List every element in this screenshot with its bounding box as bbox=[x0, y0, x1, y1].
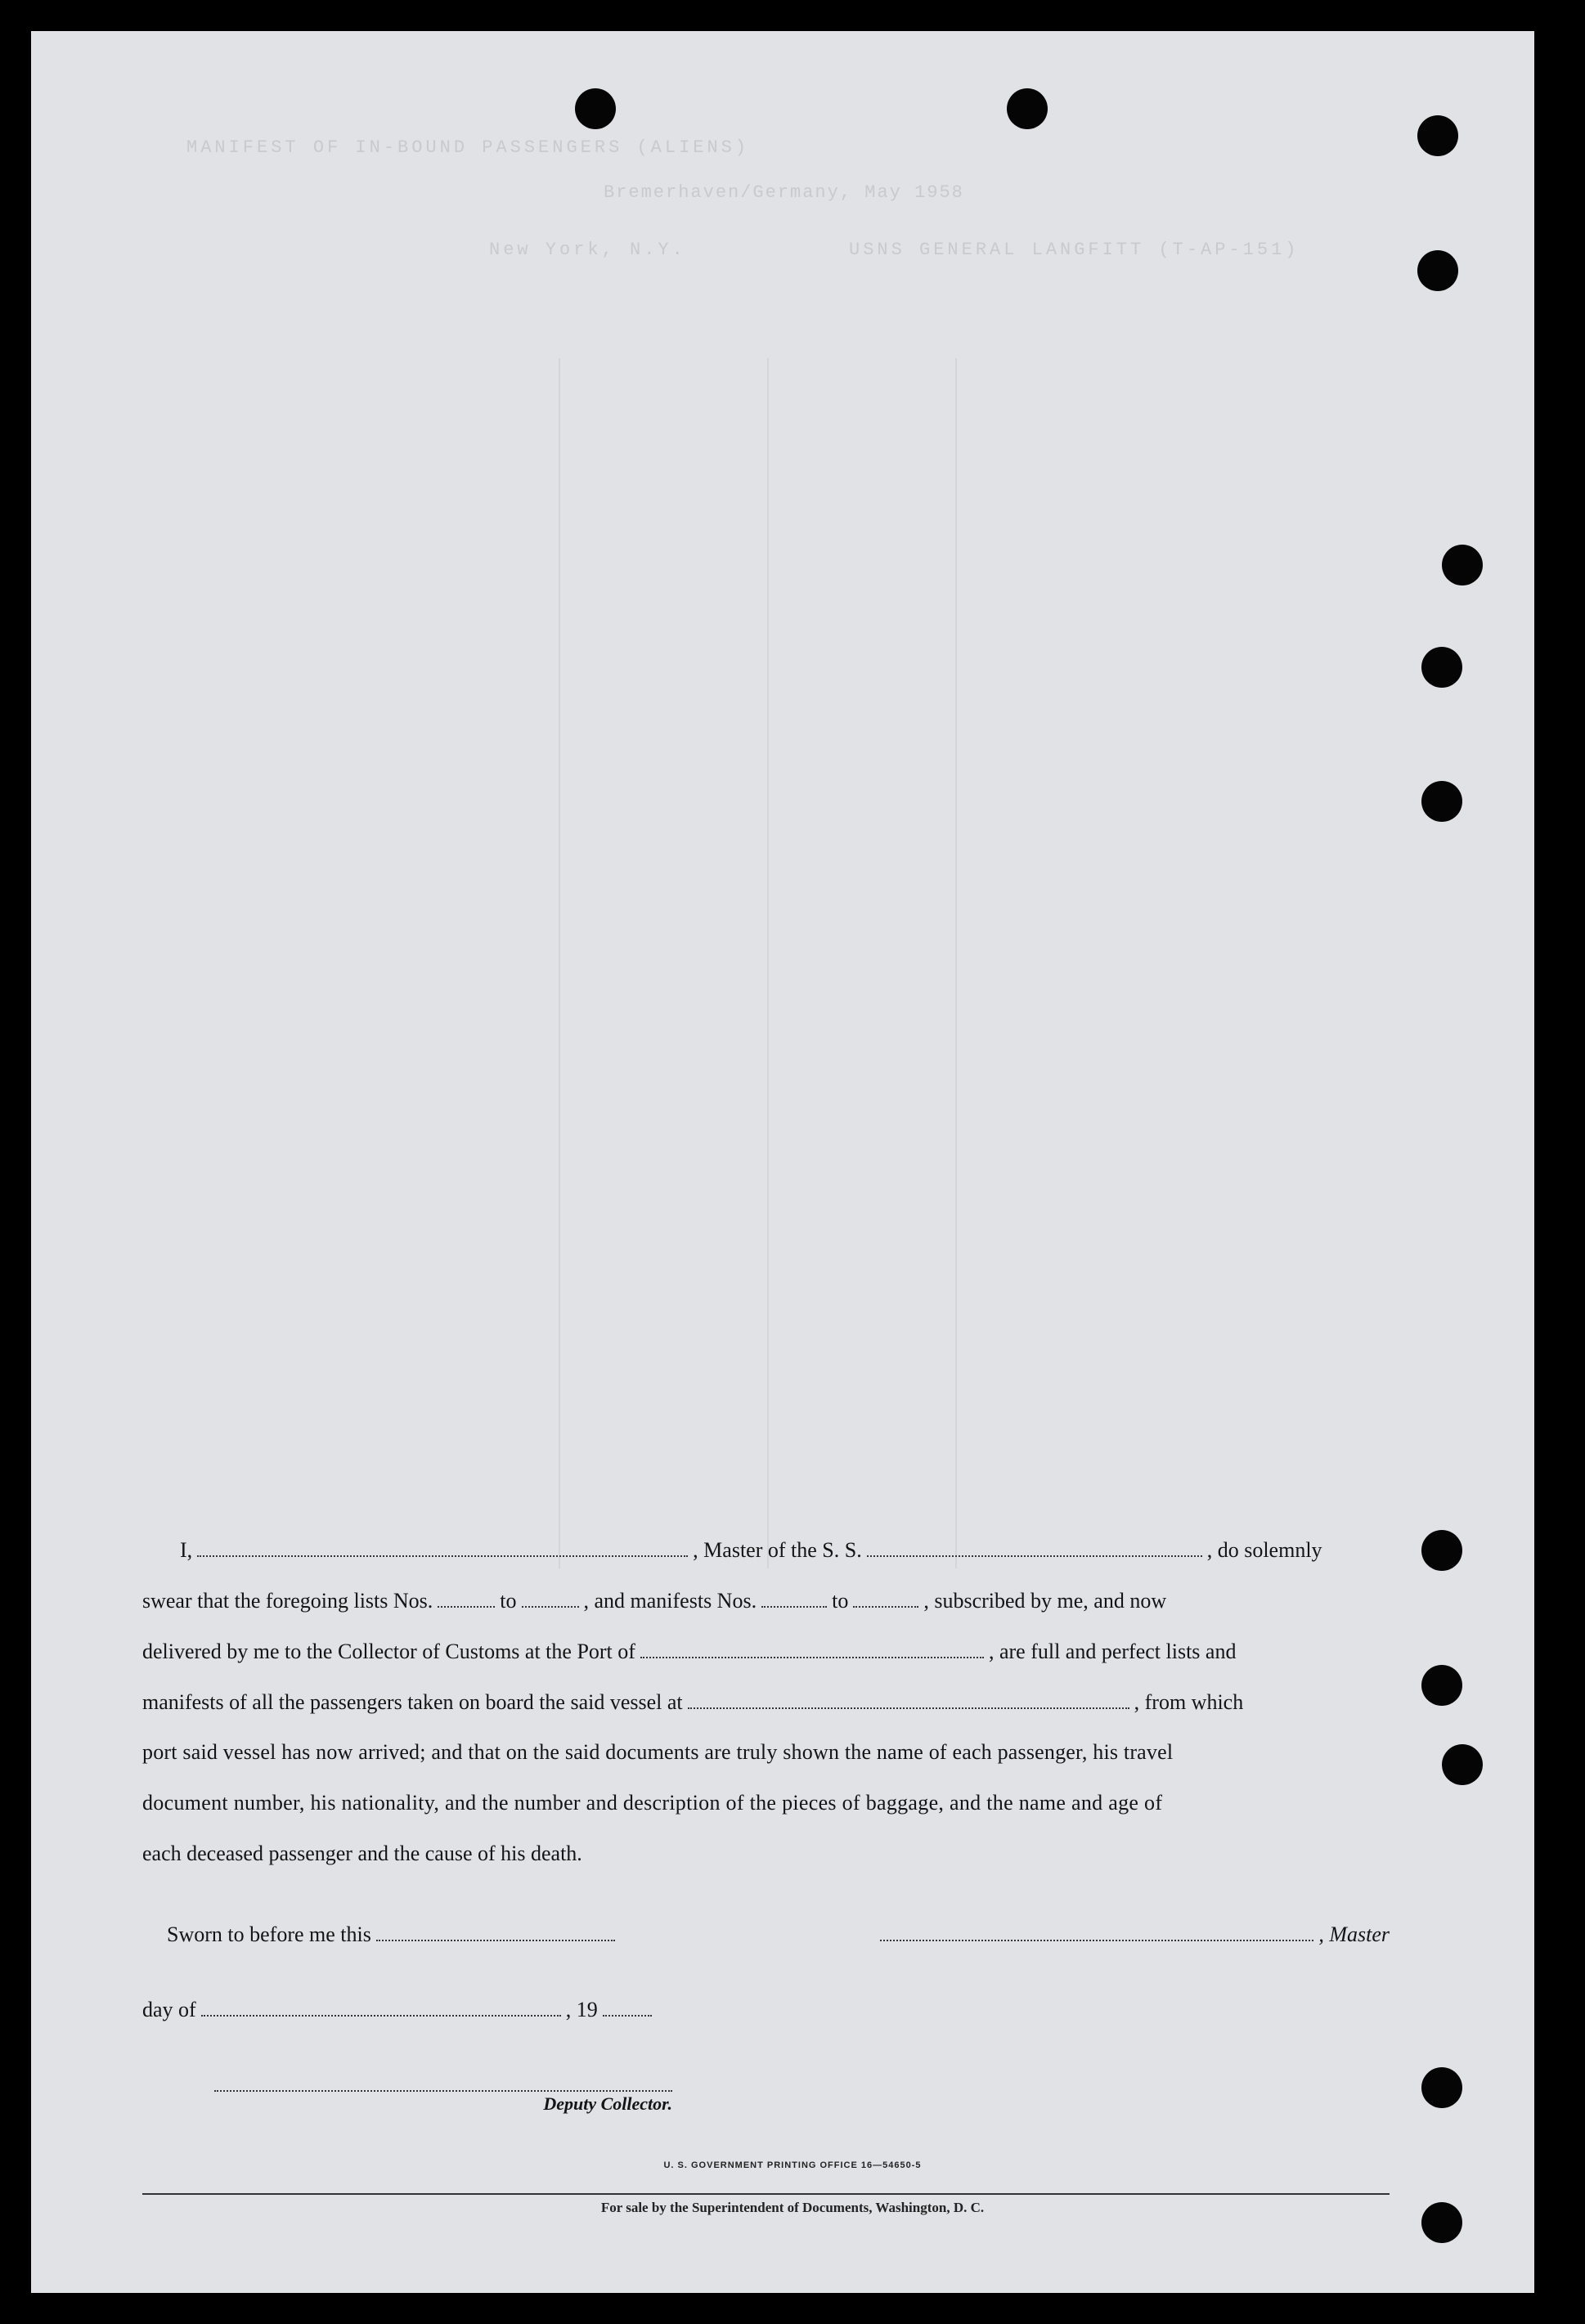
deputy-collector-signature-line[interactable] bbox=[214, 2090, 672, 2092]
sworn-day-field[interactable] bbox=[376, 1922, 615, 1941]
cert-text: , Master bbox=[1318, 1922, 1390, 1946]
cert-text: , and manifests Nos. bbox=[583, 1589, 757, 1613]
ghost-header: Bremerhaven/Germany, May 1958 bbox=[604, 182, 964, 203]
cert-text: to bbox=[500, 1589, 517, 1613]
sworn-line bbox=[142, 1997, 1390, 2048]
cert-text: document number, his nationality, and the number and description of the pieces of baggage, and the name and age of bbox=[142, 1791, 1163, 1815]
master-signature-field[interactable] bbox=[880, 1922, 1313, 1941]
ghost-header: New York, N.Y. bbox=[489, 240, 686, 260]
ship-name-field[interactable] bbox=[867, 1537, 1202, 1557]
certification-line bbox=[142, 1689, 1390, 1740]
sale-notice: For sale by the Superintendent of Documents, Washington, D. C. bbox=[600, 2200, 985, 2215]
punch-hole bbox=[1421, 1665, 1462, 1706]
cert-text: manifests of all the passengers taken on board the said vessel at bbox=[142, 1690, 683, 1714]
punch-hole bbox=[1417, 115, 1458, 156]
ghost-column-rule bbox=[559, 358, 560, 1568]
cert-text: to bbox=[832, 1589, 849, 1613]
punch-hole bbox=[1421, 2067, 1462, 2108]
ghost-column-rule bbox=[955, 358, 957, 1568]
ghost-column-rule bbox=[767, 358, 769, 1568]
cert-text: , from which bbox=[1134, 1690, 1244, 1714]
deputy-collector-label: Deputy Collector. bbox=[543, 2093, 672, 2114]
cert-text: , Master of the S. S. bbox=[693, 1538, 862, 1562]
cert-text: port said vessel has now arrived; and that on the said documents are truly shown the name of each passenger, his travel bbox=[142, 1740, 1174, 1764]
sworn-year-field[interactable] bbox=[603, 1997, 652, 2017]
punch-hole bbox=[1007, 88, 1048, 129]
punch-hole bbox=[1442, 545, 1483, 585]
certification-line bbox=[142, 1740, 1390, 1791]
punch-hole bbox=[1421, 647, 1462, 688]
master-certification bbox=[142, 1537, 1390, 1892]
cert-text: , 19 bbox=[565, 1998, 598, 2021]
cert-text: , subscribed by me, and now bbox=[923, 1589, 1167, 1613]
certification-line bbox=[142, 1588, 1390, 1639]
cert-text: , do solemnly bbox=[1206, 1538, 1322, 1562]
manifests-from-field[interactable] bbox=[761, 1588, 827, 1608]
master-name-field[interactable] bbox=[197, 1537, 688, 1557]
cert-text: , are full and perfect lists and bbox=[988, 1640, 1237, 1663]
cert-text: delivered by me to the Collector of Customs at the Port of bbox=[142, 1640, 635, 1663]
cert-text: Sworn to before me this bbox=[167, 1922, 371, 1946]
certification-line bbox=[142, 1791, 1390, 1842]
cert-text: each deceased passenger and the cause of his death. bbox=[142, 1842, 582, 1865]
punch-hole bbox=[1421, 781, 1462, 822]
port-field[interactable] bbox=[640, 1639, 984, 1658]
certification-line bbox=[142, 1537, 1390, 1588]
lists-from-field[interactable] bbox=[438, 1588, 495, 1608]
cert-text: day of bbox=[142, 1998, 196, 2021]
punch-hole bbox=[1442, 1744, 1483, 1785]
ghost-header: MANIFEST OF IN-BOUND PASSENGERS (ALIENS) bbox=[186, 137, 750, 158]
lists-to-field[interactable] bbox=[522, 1588, 579, 1608]
manifests-to-field[interactable] bbox=[853, 1588, 918, 1608]
embarkation-port-field[interactable] bbox=[688, 1689, 1129, 1709]
sworn-line bbox=[142, 1922, 1390, 1997]
certification-line bbox=[142, 1639, 1390, 1689]
sworn-statement bbox=[142, 1922, 1390, 2048]
punch-hole bbox=[575, 88, 616, 129]
certification-line bbox=[142, 1842, 1390, 1892]
sworn-month-field[interactable] bbox=[201, 1997, 561, 2017]
cert-text: I, bbox=[180, 1538, 193, 1562]
punch-hole bbox=[1421, 1530, 1462, 1571]
punch-hole bbox=[1417, 250, 1458, 291]
footer-rule bbox=[142, 2193, 1390, 2195]
ghost-header: USNS GENERAL LANGFITT (T-AP-151) bbox=[849, 240, 1300, 260]
printer-imprint: U. S. GOVERNMENT PRINTING OFFICE 16—54650-5 bbox=[663, 2160, 922, 2170]
cert-text: swear that the foregoing lists Nos. bbox=[142, 1589, 433, 1613]
